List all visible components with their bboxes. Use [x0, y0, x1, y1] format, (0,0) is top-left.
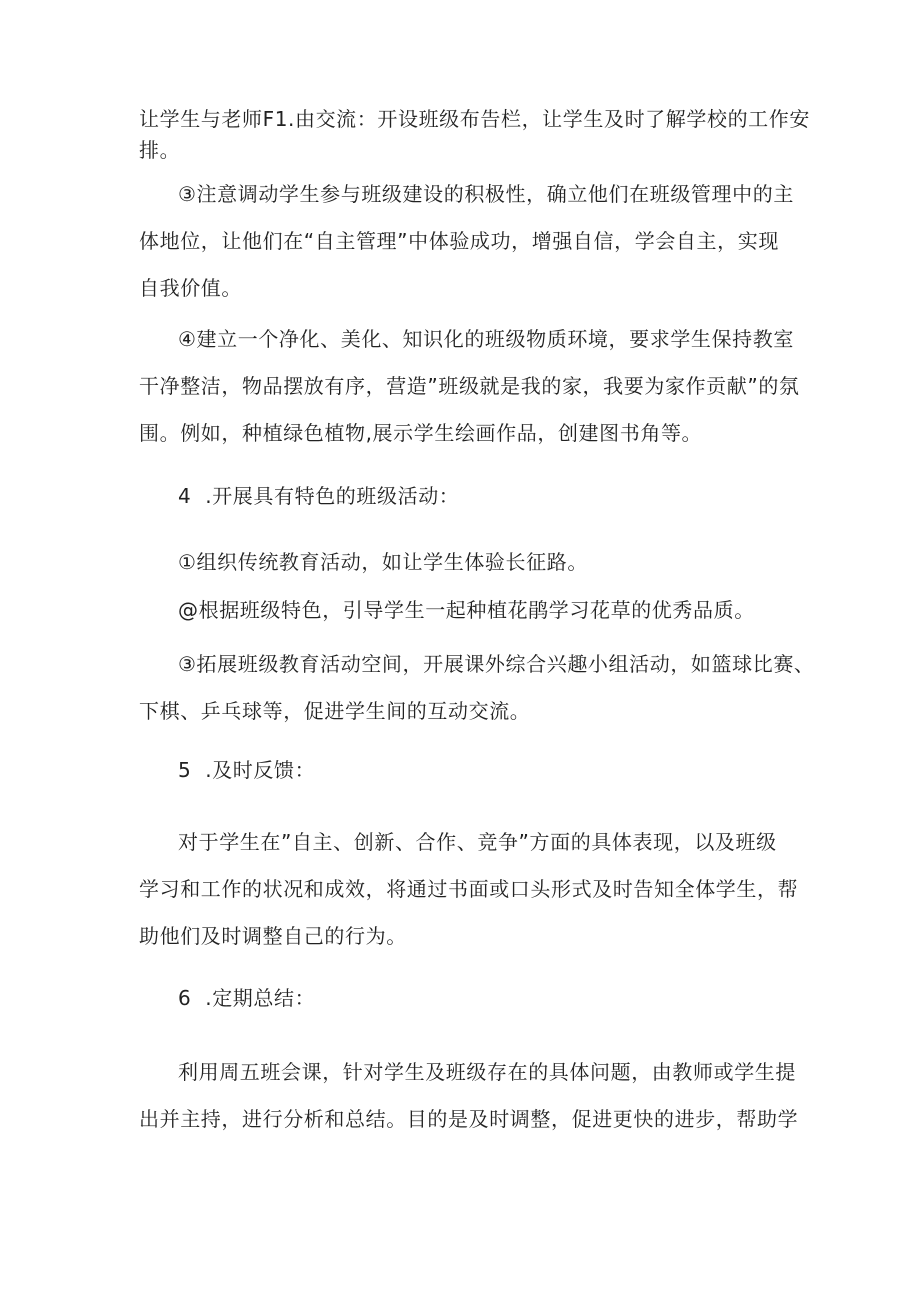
text-line: 对于学生在”自主、创新、合作、竞争”方面的具体表现，以及班级: [178, 830, 777, 854]
text-line: 围。例如，种植绿色植物,展示学生绘画作品，创建图书角等。: [139, 421, 703, 445]
text-line: 学习和工作的状况和成效，将通过书面或口头形式及时告知全体学生，帮: [139, 877, 799, 901]
paragraph-student-participation: [139, 171, 794, 312]
text-line: 助他们及时调整自己的行为。: [139, 924, 407, 948]
paragraph-class-feature: [139, 595, 789, 626]
section-heading-4: [139, 481, 789, 512]
paragraph-interest-groups: [139, 641, 815, 735]
heading-text: 6 .定期总结：: [178, 986, 316, 1010]
paragraph-class-environment: [139, 316, 800, 457]
text-line: ③注意调动学生参与班级建设的积极性，确立他们在班级管理中的主: [178, 182, 794, 206]
text-line: 体地位，让他们在“自主管理”中体验成功，增强自信，学会自主，实现: [139, 229, 779, 253]
heading-text: 4 .开展具有特色的班级活动：: [178, 484, 460, 508]
text-line: @根据班级特色，引导学生一起种植花鹃学习花草的优秀品质。: [178, 598, 755, 622]
paragraph-periodic-summary: [139, 1049, 799, 1143]
heading-text: 5 .及时反馈：: [178, 758, 316, 782]
text-line: 干净整洁，物品摆放有序，营造”班级就是我的家，我要为家作贡献”的氛: [139, 374, 800, 398]
text-line: 让学生与老师F1.由交流：开设班级布告栏，让学生及时了解学校的工作安: [139, 107, 810, 131]
section-heading-6: [139, 983, 789, 1014]
text-line: 利用周五班会课，针对学生及班级存在的具体问题，由教师或学生提: [178, 1060, 796, 1084]
text-line: 出并主持，进行分析和总结。目的是及时调整，促进更快的进步，帮助学: [139, 1107, 799, 1131]
paragraph-bulletin-board: [139, 104, 810, 166]
text-line: 排。: [139, 138, 181, 162]
text-line: ④建立一个净化、美化、知识化的班级物质环境，要求学生保持教室: [178, 327, 794, 351]
text-line: 下棋、乒乓球等，促进学生间的互动交流。: [139, 699, 531, 723]
paragraph-traditional-activity: [139, 547, 789, 578]
text-line: ③拓展班级教育活动空间，开展课外综合兴趣小组活动，如篮球比赛、: [178, 652, 815, 676]
section-heading-5: [139, 755, 789, 786]
text-line: ①组织传统教育活动，如让学生体验长征路。: [178, 550, 588, 574]
paragraph-timely-feedback: [139, 819, 799, 960]
text-line: 自我价值。: [139, 276, 242, 300]
